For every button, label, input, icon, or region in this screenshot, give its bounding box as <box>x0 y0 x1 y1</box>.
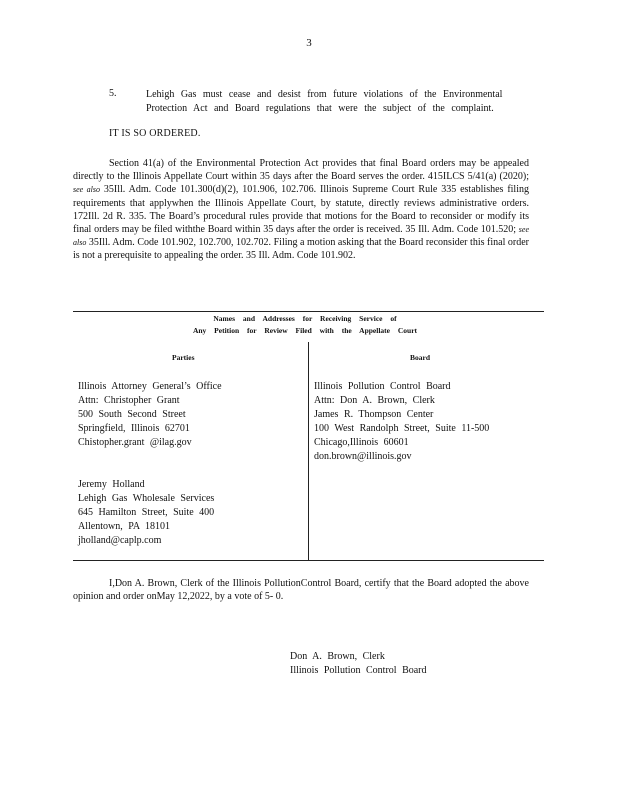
address-line: 500 South Second Street <box>78 409 186 420</box>
address-line: 645 Hamilton Street, Suite 400 <box>78 507 215 518</box>
parties-column-heading: Parties <box>172 353 195 362</box>
see-also-2: see also <box>73 225 529 248</box>
board-column-heading: Board <box>410 353 431 362</box>
notice-part-1: Section 41(a) of the Environmental Protection Act provides that final Board orders may be appealed directly to the Illinois Appellate Court within 35 days after the Board serves the order. 415ILCS 5/41(a) (2020); <box>73 158 529 183</box>
address-line: Illinois Pollution Control Board <box>314 381 451 392</box>
signature-name: Don A. Brown, Clerk <box>290 651 385 662</box>
address-line: Illinois Attorney General’s Office <box>78 381 222 392</box>
party-address-ag <box>78 380 222 450</box>
order-item-text: Lehigh Gas must cease and desist from future violations of the Environmental Protection Act and Board regulations that were the subject of the complaint. <box>146 89 503 114</box>
address-line: Lehigh Gas Wholesale Services <box>78 493 215 504</box>
address-line: Jeremy Holland <box>78 479 145 490</box>
notice-part-2: 35Ill. Adm. Code 101.300(d)(2), 101.906, 102.706. Illinois Supreme Court Rule 335 establishes filing requirements that applywhen the Illinois Appellate Court, by statute, directly reviews administrative orders. 172Ill. 2d R. 335. The Board’s procedural rules provide that motions for the Board to reconsider or modify its final orders may be filed withthe Board within 35 days after the order is received. 35 Ill. Adm. Code 101.520; <box>73 184 529 236</box>
board-address <box>314 380 489 464</box>
so-ordered: IT IS SO ORDERED. <box>109 128 201 139</box>
address-line: Allentown, PA 18101 <box>78 521 171 532</box>
address-email: don.brown@illinois.gov <box>314 451 412 462</box>
signature-org: Illinois Pollution Control Board <box>290 665 427 676</box>
address-line: Attn: Don A. Brown, Clerk <box>314 395 435 406</box>
order-item-number: 5. <box>109 88 117 99</box>
table-header-line-2: Any Petition for Review Filed with the Appellate Court <box>192 326 418 335</box>
table-column-divider <box>308 342 309 560</box>
address-email: Chistopher.grant @ilag.gov <box>78 437 192 448</box>
table-top-rule <box>73 311 544 312</box>
address-line: 100 West Randolph Street, Suite 11-500 <box>314 423 490 434</box>
signature-block <box>290 650 427 678</box>
table-bottom-rule <box>73 560 544 561</box>
address-line: Attn: Christopher Grant <box>78 395 180 406</box>
party-address-lehigh <box>78 478 214 548</box>
clerk-certification: I,Don A. Brown, Clerk of the Illinois PollutionControl Board, certify that the Board adopted the above opinion and order onMay 12,2022, by a vote of 5- 0. <box>73 578 529 603</box>
see-also-1: see also <box>73 185 100 195</box>
address-line: James R. Thompson Center <box>314 409 434 420</box>
notice-part-3: 35Ill. Adm. Code 101.902, 102.700, 102.702. Filing a motion asking that the Board reconsider this final order is not a prerequisite to appealing the order. 35 Ill. Adm. Code 101.902. <box>73 237 530 262</box>
appeal-notice <box>73 157 529 263</box>
address-email: jholland@caplp.com <box>78 535 162 546</box>
page-number: 3 <box>306 37 312 49</box>
address-line: Springfield, Illinois 62701 <box>78 423 190 434</box>
table-header-line-1: Names and Addresses for Receiving Service of <box>213 314 397 323</box>
address-line: Chicago,Illinois 60601 <box>314 437 409 448</box>
